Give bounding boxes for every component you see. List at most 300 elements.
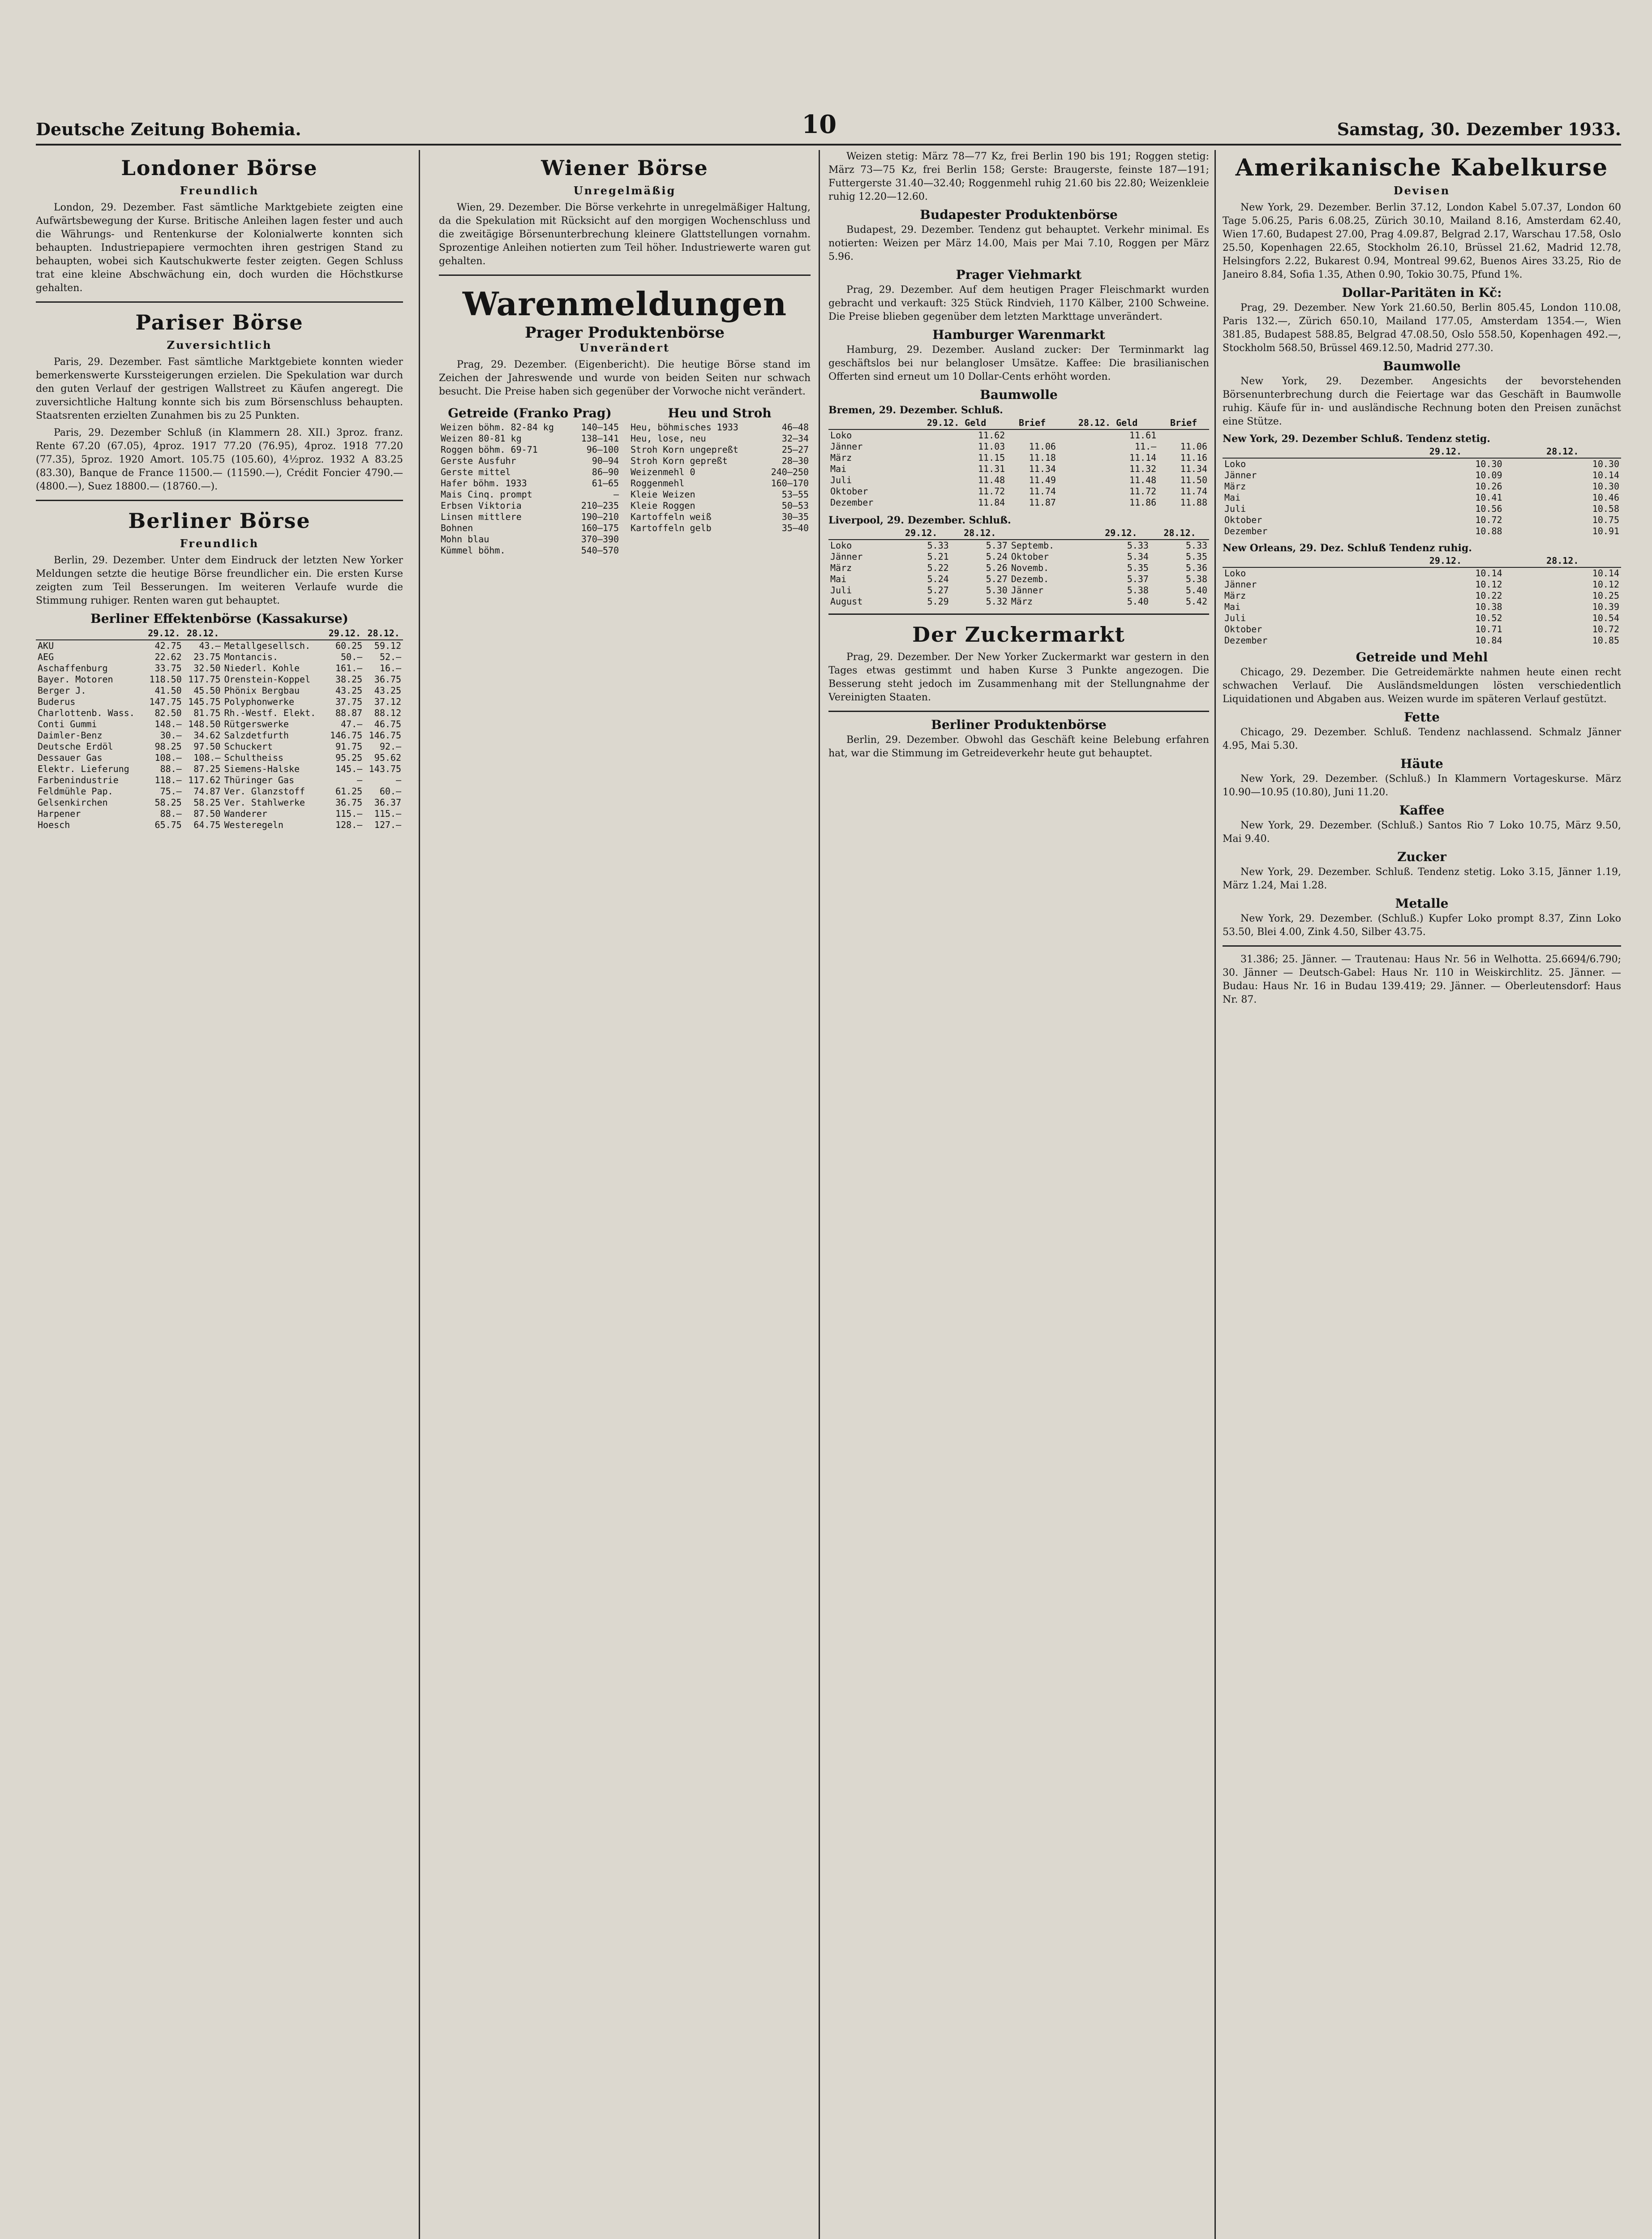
table-cell: Deutsche Erdöl [38, 741, 113, 752]
table-cell: 10.46 [1592, 492, 1619, 503]
kabel-subtitle: Devisen [1393, 184, 1450, 197]
table-row [828, 551, 1209, 562]
dollar-text: Prag, 29. Dezember. New York 21.60.50, Berlin 805.45, London 110.08, Paris 132.—, Zürich 650.10, Mailand 177.05, Amsterdam 1354.—, Wien 381.85, Budapest 588.85, Belgrad 47.08.50, Oslo 558.50, Kopenhagen 492.—, Stockholm 568.50, Brüssel 469.12.50, Madrid 277.30. [1223, 302, 1621, 354]
table-cell: Heu, lose, neu [631, 433, 706, 444]
table-cell: 108.— [193, 752, 221, 763]
table-row [1223, 590, 1621, 601]
table-header: Brief [1158, 417, 1209, 429]
table-row [439, 489, 621, 500]
table-cell: Salzdetfurth [224, 730, 289, 741]
budapest-title: Budapester Produktenbörse [920, 207, 1118, 222]
table-cell: — [395, 775, 401, 785]
table-cell: 10.14 [1475, 568, 1502, 579]
table-cell: 11.15 [978, 452, 1005, 463]
table-cell: Hoesch [38, 819, 70, 830]
table-cell: 5.33 [927, 540, 949, 551]
table-cell: 147.75 [149, 696, 182, 707]
table-row [828, 486, 1209, 497]
table-cell: 160—175 [581, 523, 619, 533]
table-cell: 10.14 [1592, 568, 1619, 579]
table-row [828, 585, 1209, 596]
table-cell: 10.26 [1475, 481, 1502, 492]
liverpool-table [828, 527, 1209, 607]
berlin-quotes-table [36, 627, 403, 831]
table-cell: 11.84 [978, 497, 1005, 508]
table-cell: Mai [830, 463, 847, 474]
table-cell: Westeregeln [224, 819, 283, 830]
table-header [1009, 527, 1092, 540]
table-cell: 87.50 [193, 808, 221, 819]
table-cell: Dezember [830, 497, 874, 508]
table-row [439, 455, 621, 467]
table-row [439, 467, 621, 478]
table-cell: 10.30 [1592, 459, 1619, 469]
table-cell: 11.18 [1029, 452, 1056, 463]
table-cell: März [830, 452, 852, 463]
wien-title: Wiener Börse [541, 156, 708, 180]
table-row [36, 786, 403, 797]
table-cell: 5.27 [986, 574, 1008, 584]
table-cell: 81.75 [193, 708, 221, 718]
table-cell: 10.91 [1592, 526, 1619, 536]
table-cell: 5.29 [927, 596, 949, 607]
paris-quotes: Paris, 29. Dezember Schluß (in Klammern 28. XII.) 3proz. franz. Rente 67.20 (67.05), 4proz. 1917 77.20 (76.95), 4proz. 1918 77.20 (77.35), 5proz. 1920 Amort. 105.75 (105.60), 4½proz. 1932 A 83.25 (83.30), Banque de France 11500.— (11590.—), Crédit Foncier 4790.— (4800.—), Suez 18800.— (18760.—). [36, 427, 403, 492]
waren-subtitle: Prager Produktenbörse [524, 324, 725, 342]
table-cell: 10.41 [1475, 492, 1502, 503]
table-cell: 11.16 [1180, 452, 1207, 463]
table-cell: 32.50 [193, 663, 221, 673]
table-cell: 10.12 [1475, 579, 1502, 590]
weizen-text: Weizen stetig: März 78—77 Kz, frei Berlin 190 bis 191; Roggen stetig: März 73—75 Kz, frei Berlin 158; Gerste: Braugerste, feinste 187—191; Futtergerste 31.40—32.40; Roggenmehl ruhig 21.60 bis 22.80; Weizenkleie ruhig 12.20—12.60. [828, 151, 1209, 202]
table-cell: 5.40 [1127, 596, 1149, 607]
kaffee-title: Kaffee [1399, 803, 1445, 818]
table-row [36, 752, 403, 763]
table-row [1223, 613, 1621, 624]
table-cell: 30.— [160, 730, 182, 741]
column-rule [819, 150, 820, 2239]
table-cell: 50—53 [781, 500, 809, 511]
table-cell: 96—100 [586, 444, 619, 455]
table-cell: 5.37 [986, 540, 1008, 551]
berlin-title: Berliner Börse [128, 509, 311, 533]
table-cell: Dessauer Gas [38, 752, 103, 763]
table-header [828, 527, 892, 540]
column-3 [828, 150, 1209, 2239]
konkurse-text: 31.386; 25. Jänner. — Trautenau: Haus Nr. 56 in Welhotta. 25.6694/6.790; 30. Jänner — Deutsch-Gabel: Haus Nr. 110 in Weiskirchlitz. 25. Jänner. — Budau: Haus Nr. 16 in Budau 139.419; 29. Jänner. — Oberleutensdorf: Haus Nr. 87. [1223, 954, 1621, 1005]
table-cell: Juli [1224, 613, 1246, 623]
table-row [439, 511, 621, 523]
table-row [1223, 579, 1621, 590]
baumwolle-ny-text: New York, 29. Dezember. Angesichts der bevorstehenden Börsenunterbrechung durch die Feiertage war das Geschäft in Baumwolle ruhig. Käufe für in- und ausländische Rechnung boten den Preisen zunächst eine Stütze. [1223, 376, 1621, 427]
table-cell: 11.— [1135, 441, 1157, 452]
table-cell: 86—90 [592, 467, 619, 477]
table-row [439, 433, 621, 444]
table-row [36, 819, 403, 831]
table-cell: Rh.-Westf. Elekt. [224, 708, 316, 718]
table-cell: Mai [1224, 601, 1241, 612]
table-header: 28.12. [951, 527, 1009, 540]
table-cell: 11.49 [1029, 475, 1056, 485]
table-header: 29.12. [145, 627, 184, 640]
table-cell: 11.88 [1180, 497, 1207, 508]
table-cell: Oktober [1224, 515, 1262, 525]
table-row [439, 523, 621, 534]
table-row [629, 444, 811, 455]
table-header [828, 417, 906, 429]
wien-tendency: Unregelmäßig [573, 184, 676, 197]
table-cell: 10.22 [1475, 590, 1502, 601]
table-cell: 146.75 [369, 730, 401, 741]
zucker-ny-title: Zucker [1397, 849, 1446, 864]
hamburg-text: Hamburg, 29. Dezember. Ausland zucker: Der Terminmarkt lag geschäftslos bei nur belangloser Umsätze. Kaffee: Die brasilianischen Offerten sind erneut um 10 Dollar-Cents erhöht worden. [828, 344, 1209, 382]
table-cell: 118.50 [149, 674, 182, 685]
table-cell: Jänner [830, 441, 863, 452]
table-cell: 11.34 [1180, 463, 1207, 474]
table-cell: 5.26 [986, 562, 1008, 573]
table-cell: 46—48 [781, 422, 809, 433]
table-cell: 10.25 [1592, 590, 1619, 601]
table-cell: AKU [38, 640, 54, 651]
table-cell: Oktober [1224, 624, 1262, 635]
table-row [629, 500, 811, 511]
table-cell: 11.74 [1029, 486, 1056, 497]
table-cell: 11.06 [1180, 441, 1207, 452]
table-cell: 146.75 [330, 730, 363, 741]
divider [828, 613, 1209, 615]
table-header: Brief [1007, 417, 1058, 429]
table-cell: Gelsenkirchen [38, 797, 108, 808]
table-cell: 11.62 [978, 430, 1005, 441]
table-cell: 75.— [160, 786, 182, 797]
table-cell: 11.86 [1129, 497, 1157, 508]
table-row [1223, 601, 1621, 613]
nyc-cotton-table [1223, 446, 1621, 537]
table-cell: 370—390 [581, 534, 619, 545]
table-cell: Erbsen Viktoria [441, 500, 522, 511]
table-cell: 88.— [160, 763, 182, 774]
table-cell: 11.72 [978, 486, 1005, 497]
table-row [1223, 458, 1621, 470]
table-cell: 60.25 [335, 640, 363, 651]
prager-vieh-text: Prag, 29. Dezember. Auf dem heutigen Prager Fleischmarkt wurden gebracht und verkauft: 325 Stück Rindvieh, 1170 Kälber, 2100 Schweine. Die Preise blieben gegenüber dem letzten Markttage unverändert. [828, 284, 1209, 322]
table-cell: Daimler-Benz [38, 730, 103, 741]
table-cell: Jänner [1011, 585, 1043, 596]
table-row [36, 775, 403, 786]
table-cell: 92.— [379, 741, 401, 752]
table-cell: 43.25 [374, 685, 401, 696]
table-row [36, 763, 403, 775]
table-cell: Weizen 80-81 kg [441, 433, 522, 444]
table-cell: 5.35 [1185, 551, 1207, 562]
table-cell: 45.50 [193, 685, 221, 696]
fette-text: Chicago, 29. Dezember. Schluß. Tendenz nachlassend. Schmalz Jänner 4.95, Mai 5.30. [1223, 727, 1621, 751]
baumwolle-title: Baumwolle [980, 387, 1058, 402]
table-header: 29.12. [892, 527, 951, 540]
table-cell: 11.87 [1029, 497, 1056, 508]
table-cell: 5.22 [927, 562, 949, 573]
table-cell: 10.09 [1475, 470, 1502, 480]
table-cell: 91.75 [335, 741, 363, 752]
table-cell: Loko [830, 540, 852, 551]
table-cell: Feldmühle Pap. [38, 786, 113, 797]
table-cell: Harpener [38, 808, 81, 819]
table-cell: 60.— [379, 786, 401, 797]
table-row [36, 808, 403, 819]
table-header: 28.12. [364, 627, 403, 640]
table-cell: 37.12 [374, 696, 401, 707]
table-cell: 5.32 [986, 596, 1008, 607]
table-cell: Septemb. [1011, 540, 1055, 551]
table-row [828, 429, 1209, 441]
table-row [828, 475, 1209, 486]
budapest-text: Budapest, 29. Dezember. Tendenz gut behauptet. Verkehr minimal. Es notierten: Weizen per März 14.00, Mais per Mai 7.10, Roggen per März 5.96. [828, 224, 1209, 262]
zucker-text: Prag, 29. Dezember. Der New Yorker Zuckermarkt war gestern in den Tages etwas gestimmt und haben Kurse 3 Punkte angezogen. Die Besserung steht jedoch im Zusammenhang mit der Stellungnahme der Vereinigten Staaten. [828, 652, 1209, 703]
table-cell: 145.— [335, 763, 363, 774]
table-cell: Wanderer [224, 808, 267, 819]
table-cell: 43.25 [335, 685, 363, 696]
berliner-produkten-text: Berlin, 29. Dezember. Obwohl das Geschäft keine Belebung erfahren hat, war die Stimmung im Getreideverkehr heute gut behauptet. [828, 734, 1209, 759]
nyc-cotton-title: New York, 29. Dezember Schluß. Tendenz stetig. [1223, 433, 1490, 445]
table-row [439, 545, 621, 556]
table-cell: 95.62 [374, 752, 401, 763]
table-cell: Roggenmehl [631, 478, 685, 489]
table-row [1223, 567, 1621, 579]
berlin-text: Berlin, 29. Dezember. Unter dem Eindruck der letzten New Yorker Meldungen setzte die heutige Börse freundlicher ein. Die ersten Kurse zeigten zum Teil Besserungen. Im weiteren Verlaufe wurde die Stimmung ruhiger. Renten waren gut behauptet. [36, 555, 403, 606]
table-cell: Linsen mittlere [441, 511, 522, 522]
column-4 [1223, 150, 1621, 2239]
table-cell: Siemens-Halske [224, 763, 300, 774]
table-cell: Rütgerswerke [224, 719, 289, 729]
table-row [439, 500, 621, 511]
table-cell: 61—65 [592, 478, 619, 489]
table-cell: 88.12 [374, 708, 401, 718]
table-cell: Metallgesellsch. [224, 640, 311, 651]
table-cell: 540—570 [581, 545, 619, 556]
table-cell: 11.14 [1129, 452, 1157, 463]
table-cell: 10.39 [1592, 601, 1619, 612]
table-cell: 11.34 [1029, 463, 1056, 474]
table-row [36, 674, 403, 685]
table-cell: Heu, böhmisches 1933 [631, 422, 738, 433]
table-cell: Roggen böhm. 69-71 [441, 444, 538, 455]
table-cell: 5.21 [927, 551, 949, 562]
table-cell: 10.75 [1592, 515, 1619, 525]
table-cell: 28—30 [781, 455, 809, 466]
table-cell: 5.38 [1127, 585, 1149, 596]
berlin-tendency: Freundlich [180, 537, 259, 550]
table-cell: Stroh Korn gepreßt [631, 455, 728, 466]
paris-text: Paris, 29. Dezember. Fast sämtliche Marktgebiete konnten wieder bemerkenswerte Kurssteigerungen erzielen. Die Spekulation war durch den guten Verlauf der gestrigen Wallstreet zu Käufen angeregt. Die zuversichtliche Haltung konnte sich bis zum Börsenschluss behaupten. Staatsrenten erzielten Zunahmen bis zu 25 Punkten. [36, 356, 403, 421]
table-cell: 36.75 [335, 797, 363, 808]
table-cell: 38.25 [335, 674, 363, 685]
table-cell: 5.27 [927, 585, 949, 596]
table-cell: Mohn blau [441, 534, 489, 545]
table-cell: 10.12 [1592, 579, 1619, 590]
prager-vieh-title: Prager Viehmarkt [956, 267, 1082, 282]
table-cell: 161.— [335, 663, 363, 673]
waren-tendency: Unverändert [579, 341, 670, 354]
table-row [629, 489, 811, 500]
table-cell: 5.37 [1127, 574, 1149, 584]
berliner-produkten-title: Berliner Produktenbörse [931, 717, 1107, 732]
table-row [1223, 503, 1621, 515]
table-cell: Weizenmehl 0 [631, 467, 695, 477]
table-cell: 64.75 [193, 819, 221, 830]
table-row [1223, 492, 1621, 503]
table-cell [1158, 429, 1209, 441]
table-header: 29.12. [325, 627, 364, 640]
table-cell: 58.25 [193, 797, 221, 808]
table-cell: Schuckert [224, 741, 273, 752]
getreide-mehl-title: Getreide und Mehl [1356, 650, 1488, 665]
table-cell: 10.30 [1592, 481, 1619, 492]
table-cell: Schultheiss [224, 752, 283, 763]
table-cell: Mai [830, 574, 847, 584]
table-cell: 10.52 [1475, 613, 1502, 623]
table-cell: 74.87 [193, 786, 221, 797]
haeute-text: New York, 29. Dezember. (Schluß.) In Klammern Vortageskurse. März 10.90—10.95 (10.80), Juni 11.20. [1223, 773, 1621, 798]
table-cell: 160—170 [771, 478, 809, 489]
zucker-title: Der Zuckermarkt [912, 622, 1125, 647]
table-cell: 148.— [154, 719, 182, 729]
table-cell: Oktober [1011, 551, 1049, 562]
table-cell: 32—34 [781, 433, 809, 444]
table-row [36, 708, 403, 719]
table-row [36, 663, 403, 674]
table-cell: 5.40 [1185, 585, 1207, 596]
liverpool-title: Liverpool, 29. Dezember. Schluß. [828, 515, 1011, 526]
table-row [36, 730, 403, 741]
table-cell: März [1224, 481, 1246, 492]
divider [36, 301, 403, 303]
table-row [629, 455, 811, 467]
table-cell: Gerste mittel [441, 467, 511, 477]
table-row [36, 696, 403, 708]
table-cell: 10.71 [1475, 624, 1502, 635]
waren-title: Warenmeldungen [462, 285, 787, 323]
page-header [36, 105, 1621, 146]
table-cell: 61.25 [335, 786, 363, 797]
table-cell: 5.24 [927, 574, 949, 584]
table-cell: Jänner [1224, 579, 1257, 590]
table-cell: Kümmel böhm. [441, 545, 506, 556]
table-cell: 10.84 [1475, 635, 1502, 646]
table-cell: 5.34 [1127, 551, 1149, 562]
table-cell: Buderus [38, 696, 76, 707]
table-cell: 11.72 [1129, 486, 1157, 497]
table-cell: 148.50 [188, 719, 221, 729]
table-row [828, 497, 1209, 508]
table-cell: Bohnen [441, 523, 473, 533]
getreide-table [439, 422, 621, 556]
table-cell: AEG [38, 652, 54, 662]
table-row [828, 596, 1209, 607]
table-cell: Loko [1224, 568, 1246, 579]
table-cell: 108.— [154, 752, 182, 763]
table-cell: 41.50 [154, 685, 182, 696]
table-cell: Juli [830, 585, 852, 596]
table-cell: 5.33 [1127, 540, 1149, 551]
table-row [439, 444, 621, 455]
table-cell: 25—27 [781, 444, 809, 455]
table-cell: 53—55 [781, 489, 809, 500]
table-cell: Elektr. Lieferung [38, 763, 129, 774]
table-row [828, 463, 1209, 475]
table-cell: Jänner [1224, 470, 1257, 480]
table-header [222, 627, 325, 640]
table-cell: 115.— [335, 808, 363, 819]
table-cell: Niederl. Kohle [224, 663, 300, 673]
column-2 [439, 150, 811, 2239]
table-cell: Ver. Stahlwerke [224, 797, 305, 808]
table-header [36, 627, 145, 640]
table-row [439, 478, 621, 489]
table-cell: Ver. Glanzstoff [224, 786, 305, 797]
table-row [828, 452, 1209, 463]
table-cell: 115.— [374, 808, 401, 819]
table-cell: Kartoffeln gelb [631, 523, 712, 533]
divider [1223, 945, 1621, 947]
table-cell: Kleie Weizen [631, 489, 695, 500]
haeute-title: Häute [1400, 756, 1443, 771]
table-cell: 11.61 [1129, 430, 1157, 441]
metalle-title: Metalle [1395, 896, 1449, 911]
metalle-text: New York, 29. Dezember. (Schluß.) Kupfer Loko prompt 8.37, Zinn Loko 53.50, Blei 4.00, Zink 4.50, Silber 43.75. [1223, 913, 1621, 938]
table-cell: 37.75 [335, 696, 363, 707]
table-cell: — [613, 489, 619, 500]
table-cell: März [1224, 590, 1246, 601]
table-header: 28.12. [184, 627, 223, 640]
bremen-table [828, 417, 1209, 508]
table-cell: 95.25 [335, 752, 363, 763]
table-row [439, 534, 621, 545]
getreide-mehl-text: Chicago, 29. Dezember. Die Getreidemärkte nahmen heute einen recht schwachen Verlauf. Die Ausländsmeldungen lösten verschiedentlich Liquidationen und Abgaben aus. Weizen wurde im späteren Verlauf gestützt. [1223, 667, 1621, 705]
table-cell: Dezember [1224, 635, 1268, 646]
table-cell: Orenstein-Koppel [224, 674, 311, 685]
table-cell: Conti Gummi [38, 719, 97, 729]
table-header: 29.12. Geld [906, 417, 1007, 429]
heu-table [629, 422, 811, 534]
table-cell: 65.75 [154, 819, 182, 830]
table-cell: Kleie Roggen [631, 500, 695, 511]
table-cell: 35—40 [781, 523, 809, 533]
table-cell: März [830, 562, 852, 573]
table-cell: Dezemb. [1011, 574, 1049, 584]
table-row [1223, 624, 1621, 635]
table-cell: 5.35 [1127, 562, 1149, 573]
table-cell: Stroh Korn ungepreßt [631, 444, 738, 455]
table-cell: Loko [830, 430, 852, 441]
table-cell: 22.62 [154, 652, 182, 662]
table-cell: Mais Cinq. prompt [441, 489, 532, 500]
table-row [629, 511, 811, 523]
column-rule [1214, 150, 1216, 2239]
table-header: 29.12. [1092, 527, 1150, 540]
table-row [36, 719, 403, 730]
table-cell: 10.38 [1475, 601, 1502, 612]
table-cell: Charlottenb. Wass. [38, 708, 135, 718]
table-row [36, 741, 403, 752]
zucker-ny-text: New York, 29. Dezember. Schluß. Tendenz stetig. Loko 3.15, Jänner 1.19, März 1.24, Mai 1.28. [1223, 866, 1621, 891]
table-cell: 59.12 [374, 640, 401, 651]
table-cell: Dezember [1224, 526, 1268, 536]
table-cell: 5.36 [1185, 562, 1207, 573]
table-cell: 145.75 [188, 696, 221, 707]
table-cell: Gerste Ausfuhr [441, 455, 516, 466]
table-cell: 58.25 [154, 797, 182, 808]
table-cell: 5.38 [1185, 574, 1207, 584]
table-header: 28.12. [1504, 555, 1621, 567]
